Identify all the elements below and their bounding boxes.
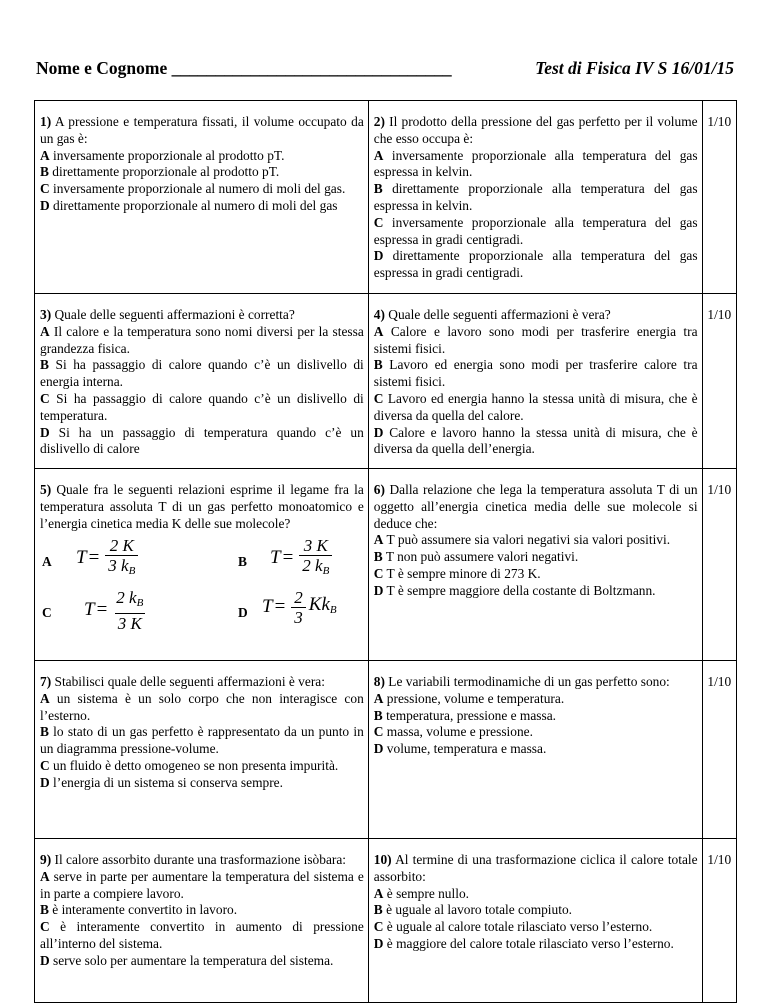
formula-b: T = $\frac{3 K}{2 k_B}$ <box>270 536 332 581</box>
question-6 <box>368 469 702 661</box>
question-9 <box>35 839 369 1003</box>
option-letter: C <box>373 724 384 740</box>
option-letter: C <box>40 390 50 406</box>
option-text: Si ha passaggio di calore quando c’è un dislivello di energia interna. <box>40 357 364 390</box>
option-text: Calore e lavoro hanno la stessa unità di misura, che è diversa da quella dell’energia. <box>373 424 698 457</box>
formula-numerator: 3 K <box>303 536 328 556</box>
option-text: Lavoro ed energia hanno la stessa unità di misura, che è diversa da quella del calore. <box>373 390 698 423</box>
question-4 <box>368 294 702 469</box>
option-letter: C <box>40 757 50 773</box>
option-letter: B <box>373 357 383 373</box>
question-5 <box>35 469 369 661</box>
option-text: Si ha passaggio di calore quando c’è un dislivello di temperatura. <box>40 390 364 423</box>
option-text: è maggiore del calore totale rilasciato verso l’esterno. <box>383 935 674 951</box>
option-text: pressione, volume e temperatura. <box>383 690 565 706</box>
formula-tail: Kk <box>308 593 330 615</box>
question-stem: Al termine di una trasformazione ciclica il calore totale assorbito: <box>373 852 698 884</box>
question-10 <box>368 839 702 1003</box>
question-stem: Le variabili termodinamiche di un gas perfetto sono: <box>384 674 670 689</box>
formula-d: T = $\frac{2}{3}$ $Kk_B$ <box>262 588 337 628</box>
test-title: Test di Fisica IV S 16/01/15 <box>535 58 734 78</box>
formula-subscript: B <box>128 565 136 578</box>
option-letter: B <box>373 902 383 918</box>
option-text: T può assumere sia valori negativi sia valori positivi. <box>383 532 671 548</box>
formula-c: T = $\frac{2 k_B}{3 K}$ <box>84 588 144 634</box>
option-letter: D <box>40 952 50 968</box>
formula-options <box>40 536 364 636</box>
option-text: un fluido è detto omogeneo se non presenta impurità. <box>49 757 339 773</box>
formula-subscript: B <box>322 565 330 578</box>
question-2 <box>368 101 702 294</box>
option-letter: A <box>373 323 384 339</box>
option-letter: C <box>373 214 384 230</box>
question-stem: Quale delle seguenti affermazioni è vera? <box>384 307 611 322</box>
table-row <box>35 294 737 469</box>
option-letter: B <box>373 707 383 723</box>
option-letter: D <box>373 741 384 757</box>
option-text: temperatura, pressione e massa. <box>382 707 556 723</box>
option-text: inversamente proporzionale al numero di moli del gas. <box>49 181 346 197</box>
table-row <box>35 101 737 294</box>
formula-lhs: T <box>84 599 95 621</box>
option-text: è uguale al calore totale rilasciato verso l’esterno. <box>383 919 653 935</box>
option-letter: A <box>40 690 50 706</box>
score-cell: 1/10 <box>702 294 736 469</box>
question-number: 10) <box>373 852 392 867</box>
question-stem: Stabilisci quale delle seguenti affermazioni è vera: <box>51 674 325 689</box>
question-stem: Quale delle seguenti affermazioni è corretta? <box>51 307 295 322</box>
option-letter: A <box>40 147 50 163</box>
option-letter: B <box>373 549 383 565</box>
table-row <box>35 469 737 661</box>
score-cell: 1/10 <box>702 469 736 661</box>
option-letter: C <box>373 919 384 935</box>
formula-subscript: B <box>136 597 144 610</box>
formula-numerator: 2 k <box>116 588 137 608</box>
question-number: 3) <box>40 307 52 322</box>
option-text: è interamente convertito in lavoro. <box>48 902 238 918</box>
option-letter: C <box>40 181 50 197</box>
option-text: serve solo per aumentare la temperatura del sistema. <box>49 952 334 968</box>
option-text: volume, temperatura e massa. <box>383 741 547 757</box>
formula-subscript: B <box>329 603 337 616</box>
questions-table <box>34 100 737 1003</box>
option-text: è sempre nullo. <box>383 885 469 901</box>
option-letter: D <box>373 248 384 264</box>
option-text: direttamente proporzionale al prodotto pT. <box>48 164 280 180</box>
formula-letter-b: B <box>238 554 247 570</box>
option-text: inversamente proporzionale alla temperatura del gas espressa in gradi centigradi. <box>373 214 698 247</box>
option-letter: A <box>40 868 50 884</box>
option-text: Si ha un passaggio di temperatura quando c’è un dislivello di calore <box>40 424 364 457</box>
option-letter: D <box>40 774 50 790</box>
option-text: un sistema è un solo corpo che non interagisce con l’esterno. <box>40 690 364 723</box>
page-header <box>36 58 736 86</box>
option-letter: A <box>373 147 384 163</box>
formula-letter-a: A <box>42 554 52 570</box>
option-text: T non può assumere valori negativi. <box>382 549 579 565</box>
option-text: Calore e lavoro sono modi per trasferire energia tra sistemi fisici. <box>373 323 698 356</box>
question-number: 2) <box>373 114 385 129</box>
formula-denominator: 3 <box>291 607 306 627</box>
option-text: Lavoro ed energia sono modi per trasferire calore tra sistemi fisici. <box>373 357 698 390</box>
question-1 <box>35 101 369 294</box>
option-text: l’energia di un sistema si conserva sempre. <box>49 774 283 790</box>
option-letter: B <box>40 724 49 740</box>
formula-denominator: 3 k <box>108 556 129 576</box>
option-text: lo stato di un gas perfetto è rappresentato da un punto in un diagramma pressione-volume. <box>40 724 364 757</box>
table-row <box>35 661 737 839</box>
option-text: direttamente proporzionale alla temperatura del gas espressa in kelvin. <box>373 181 698 213</box>
formula-denominator: 2 k <box>302 556 323 576</box>
table-row <box>35 839 737 1003</box>
option-text: massa, volume e pressione. <box>383 724 533 740</box>
score-cell: 1/10 <box>702 839 736 1003</box>
formula-letter-c: C <box>42 605 52 621</box>
option-letter: B <box>40 357 49 373</box>
option-letter: A <box>373 532 384 548</box>
question-8 <box>368 661 702 839</box>
question-number: 1) <box>40 114 52 129</box>
question-3 <box>35 294 369 469</box>
formula-lhs: T <box>262 596 273 618</box>
option-text: T è sempre maggiore della costante di Boltzmann. <box>383 582 656 598</box>
formula-letter-d: D <box>238 605 248 621</box>
question-stem: Quale fra le seguenti relazioni esprime il legame fra la temperatura assoluta T di un gas perfetto monoatomico e l’energia cinetica media K delle sue molecole? <box>40 482 364 531</box>
score-cell: 1/10 <box>702 101 736 294</box>
formula-a: T = $\frac{2 K}{3 k_B}$ <box>76 536 138 581</box>
question-stem: A pressione e temperatura fissati, il volume occupato da un gas è: <box>40 114 364 146</box>
option-letter: A <box>40 323 50 339</box>
option-letter: D <box>373 424 384 440</box>
option-letter: D <box>40 424 50 440</box>
option-text: è interamente convertito in aumento di pressione all’interno del sistema. <box>40 919 364 951</box>
question-number: 7) <box>40 674 52 689</box>
option-letter: C <box>40 919 50 935</box>
option-letter: A <box>373 690 384 706</box>
question-7 <box>35 661 369 839</box>
option-text: inversamente proporzionale alla temperatura del gas espressa in kelvin. <box>373 147 698 180</box>
option-text: direttamente proporzionale al numero di moli del gas <box>49 197 338 213</box>
option-text: è uguale al lavoro totale compiuto. <box>382 902 572 918</box>
option-text: Il calore e la temperatura sono nomi diversi per la stessa grandezza fisica. <box>40 323 364 356</box>
question-number: 4) <box>373 307 385 322</box>
option-text: direttamente proporzionale alla temperatura del gas espressa in gradi centigradi. <box>373 248 698 281</box>
question-number: 5) <box>40 482 52 497</box>
option-letter: A <box>373 885 384 901</box>
question-number: 8) <box>373 674 385 689</box>
option-text: inversamente proporzionale al prodotto pT. <box>49 147 285 163</box>
option-letter: B <box>373 181 383 197</box>
option-letter: B <box>40 902 49 918</box>
option-letter: C <box>373 565 384 581</box>
score-cell: 1/10 <box>702 661 736 839</box>
formula-lhs: T <box>270 547 281 569</box>
option-text: T è sempre minore di 273 K. <box>383 565 541 581</box>
student-name-label: Nome e Cognome ________________________________ <box>36 58 452 78</box>
option-letter: B <box>40 164 49 180</box>
formula-denominator: 3 K <box>115 613 145 633</box>
option-letter: D <box>373 935 384 951</box>
option-letter: D <box>40 197 50 213</box>
option-letter: C <box>373 390 384 406</box>
option-text: serve in parte per aumentare la temperatura del sistema e in parte a compiere lavoro. <box>40 868 364 901</box>
question-stem: Il calore assorbito durante una trasformazione isòbara: <box>51 852 347 867</box>
formula-lhs: T <box>76 547 87 569</box>
question-stem: Dalla relazione che lega la temperatura assoluta T di un oggetto all’energia cinetica media delle sue molecole si deduce che: <box>373 482 698 531</box>
question-stem: Il prodotto della pressione del gas perfetto per il volume che esso occupa è: <box>373 114 698 146</box>
formula-numerator: 2 <box>294 588 303 608</box>
question-number: 6) <box>373 482 385 497</box>
formula-numerator: 2 K <box>109 536 134 556</box>
question-number: 9) <box>40 852 52 867</box>
option-letter: D <box>373 582 384 598</box>
